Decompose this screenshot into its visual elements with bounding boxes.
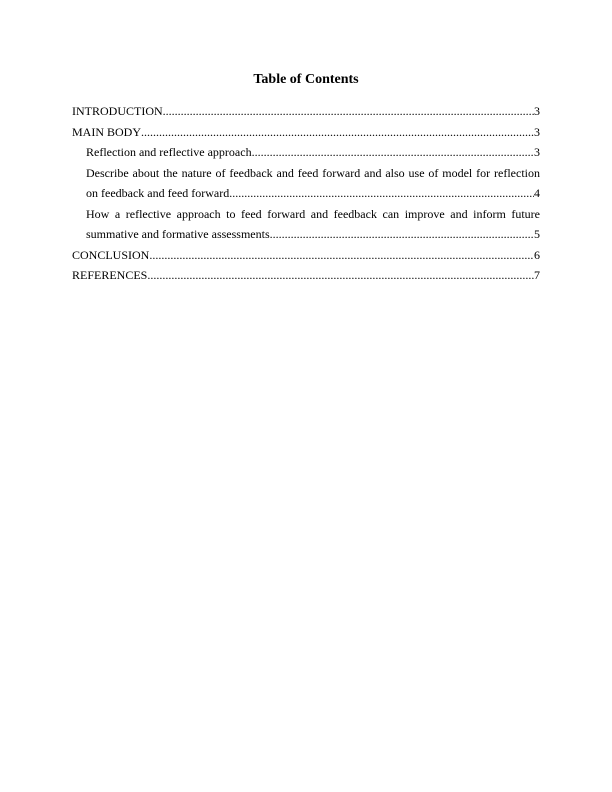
toc-entry-label-line2: summative and formative assessments bbox=[86, 227, 270, 241]
toc-entry-reflection[interactable] bbox=[72, 142, 540, 163]
toc-entry-line bbox=[72, 265, 540, 286]
toc-entry-conclusion[interactable] bbox=[72, 245, 540, 266]
toc-entry-line bbox=[86, 224, 540, 245]
toc-dot-leader bbox=[229, 183, 534, 204]
toc-dot-leader bbox=[147, 265, 534, 286]
toc-entry-label: Reflection and reflective approach bbox=[86, 145, 252, 159]
toc-entry-line bbox=[86, 183, 540, 204]
toc-entry-label-line2: on feedback and feed forward bbox=[86, 186, 230, 200]
toc-page-number: 3 bbox=[534, 104, 540, 118]
toc-entry-line bbox=[86, 142, 540, 163]
toc-entry-main-body[interactable] bbox=[72, 122, 540, 143]
toc-page-number: 5 bbox=[534, 227, 540, 241]
toc-entry-line bbox=[72, 245, 540, 266]
toc-entry-label-line1: How a reflective approach to feed forward and feedback can improve and inform future bbox=[86, 206, 540, 221]
toc-entry-reflective-approach-assessments[interactable] bbox=[72, 204, 540, 245]
toc-entry-label: INTRODUCTION bbox=[72, 104, 163, 118]
toc-entry-label-line1: Describe about the nature of feedback and feed forward and also use of model for reflection bbox=[86, 165, 540, 180]
toc-page-number: 3 bbox=[534, 124, 540, 139]
toc-entry-line bbox=[72, 101, 540, 122]
toc-page-number: 3 bbox=[534, 145, 540, 159]
toc-entry-label: REFERENCES bbox=[72, 268, 148, 282]
toc-title: Table of Contents bbox=[253, 72, 359, 87]
toc-entry-introduction[interactable] bbox=[72, 101, 540, 122]
toc-page-number: 7 bbox=[534, 268, 540, 282]
toc-entry-label: MAIN BODY bbox=[72, 124, 141, 139]
toc-page-number: 4 bbox=[534, 186, 540, 200]
toc-dot-leader bbox=[270, 224, 534, 245]
toc-dot-leader bbox=[149, 245, 534, 266]
toc-dot-leader bbox=[252, 142, 534, 163]
toc-entry-references[interactable] bbox=[72, 265, 540, 286]
toc-dot-leader bbox=[163, 101, 534, 122]
toc-entry-feedback-nature[interactable] bbox=[72, 163, 540, 204]
toc-entry-line bbox=[72, 122, 540, 143]
toc-entry-label: CONCLUSION bbox=[72, 247, 150, 262]
toc-list bbox=[72, 101, 540, 286]
toc-page-number: 6 bbox=[534, 247, 540, 262]
toc-dot-leader bbox=[141, 122, 534, 143]
